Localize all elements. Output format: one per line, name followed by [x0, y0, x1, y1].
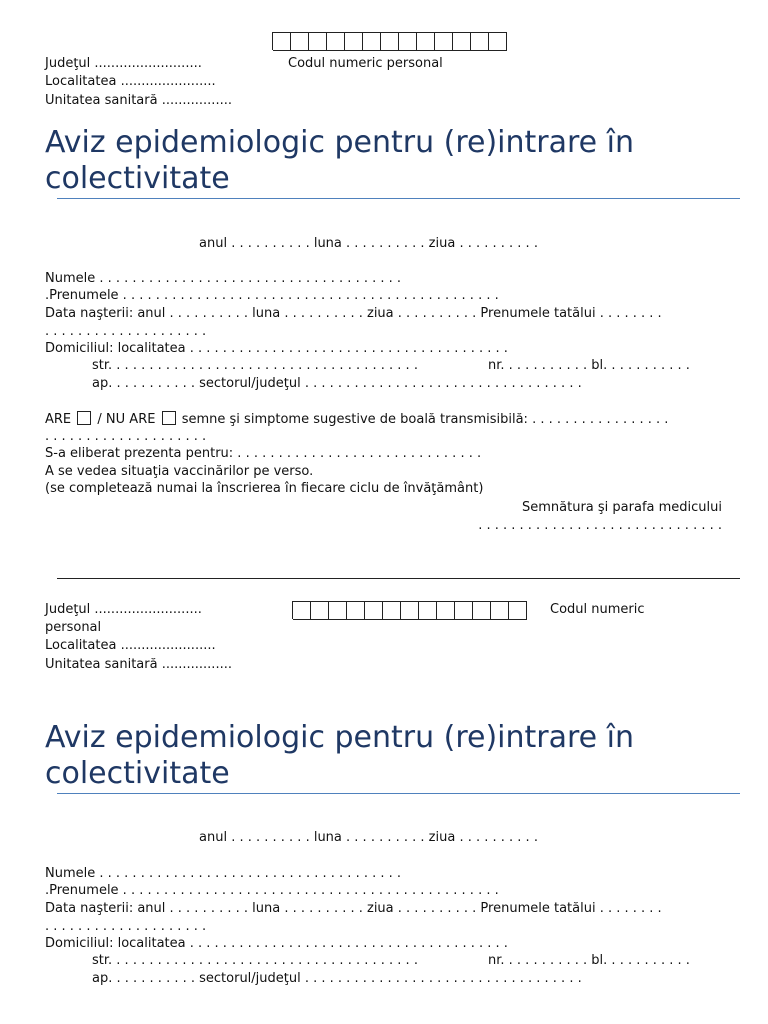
- judetul-field: Judeţul ..........................: [45, 602, 202, 617]
- cnp-boxes[interactable]: [292, 601, 527, 619]
- title-divider: [57, 198, 740, 199]
- cnp-label: Codul numeric personal: [288, 56, 443, 71]
- numele-field: Numele . . . . . . . . . . . . . . . . . . . . . . . . . . . . . . . . . . . . .: [45, 866, 402, 881]
- prenumele-field: .Prenumele . . . . . . . . . . . . . . . . . . . . . . . . . . . . . . . . . . . . . . . . . . . . . .: [45, 288, 499, 303]
- are-checkbox[interactable]: [77, 411, 91, 425]
- data-nasterii-cont: . . . . . . . . . . . . . . . . . . . .: [45, 919, 207, 934]
- judetul-field: Judeţul ..........................: [45, 56, 202, 71]
- title-divider: [57, 793, 740, 794]
- symptoms-cont: . . . . . . . . . . . . . . . . . . . .: [45, 429, 207, 444]
- data-nasterii-cont: . . . . . . . . . . . . . . . . . . . .: [45, 324, 207, 339]
- strada-field: str. . . . . . . . . . . . . . . . . . . . . . . . . . . . . . . . . . . . . .: [92, 953, 418, 968]
- ap-sector-field: ap. . . . . . . . . . . sectorul/judeţul . . . . . . . . . . . . . . . . . . . . . . . . . . . . . . . . . .: [92, 376, 582, 391]
- form-title: Aviz epidemiologic pentru (re)intrare în: [45, 125, 635, 160]
- cnp-label: Codul numeric: [550, 602, 645, 617]
- form-title-cont: colectivitate: [45, 161, 230, 196]
- numele-field: Numele . . . . . . . . . . . . . . . . . . . . . . . . . . . . . . . . . . . . .: [45, 271, 402, 286]
- form-title: Aviz epidemiologic pentru (re)intrare în: [45, 720, 635, 755]
- issue-date-line: anul . . . . . . . . . . luna . . . . . . . . . . ziua . . . . . . . . . .: [199, 830, 538, 845]
- data-nasterii-field: Data naşterii: anul . . . . . . . . . . luna . . . . . . . . . . ziua . . . . . . . . . . Prenumele tatălui . . . . . . . .: [45, 901, 662, 916]
- eliberat-field: S-a eliberat prezenta pentru: . . . . . . . . . . . . . . . . . . . . . . . . . . . . . .: [45, 446, 482, 461]
- nu-are-label: / NU ARE: [97, 412, 156, 427]
- symptoms-line: [45, 411, 668, 427]
- cnp-label-cont: personal: [45, 620, 102, 635]
- nu-are-checkbox[interactable]: [162, 411, 176, 425]
- domiciliul-field: Domiciliul: localitatea . . . . . . . . . . . . . . . . . . . . . . . . . . . . . . . . . . . . . . .: [45, 341, 508, 356]
- data-nasterii-field: Data naşterii: anul . . . . . . . . . . luna . . . . . . . . . . ziua . . . . . . . . . . Prenumele tatălui . . . . . . . .: [45, 306, 662, 321]
- prenumele-field: .Prenumele . . . . . . . . . . . . . . . . . . . . . . . . . . . . . . . . . . . . . . . . . . . . . .: [45, 883, 499, 898]
- semne-label: semne şi simptome sugestive de boală transmisibilă: . . . . . . . . . . . . . . . . .: [181, 412, 669, 427]
- completeaza-note: (se completează numai la înscrierea în fiecare ciclu de învăţământ): [45, 481, 484, 496]
- nr-bl-field: nr. . . . . . . . . . . bl. . . . . . . . . . .: [488, 953, 690, 968]
- ap-sector-field: ap. . . . . . . . . . . sectorul/judeţul . . . . . . . . . . . . . . . . . . . . . . . . . . . . . . . . . .: [92, 971, 582, 986]
- semnatura-label: Semnătura şi parafa medicului: [522, 500, 722, 515]
- strada-field: str. . . . . . . . . . . . . . . . . . . . . . . . . . . . . . . . . . . . . .: [92, 358, 418, 373]
- are-label: ARE: [45, 412, 72, 427]
- localitatea-field: Localitatea .......................: [45, 74, 216, 89]
- issue-date-line: anul . . . . . . . . . . luna . . . . . . . . . . ziua . . . . . . . . . .: [199, 236, 538, 251]
- unitatea-sanitara-field: Unitatea sanitară .................: [45, 657, 232, 672]
- semnatura-dots: . . . . . . . . . . . . . . . . . . . . . . . . . . . . . .: [478, 518, 722, 533]
- form-title-cont: colectivitate: [45, 756, 230, 791]
- unitatea-sanitara-field: Unitatea sanitară .................: [45, 93, 232, 108]
- nr-bl-field: nr. . . . . . . . . . . bl. . . . . . . . . . .: [488, 358, 690, 373]
- domiciliul-field: Domiciliul: localitatea . . . . . . . . . . . . . . . . . . . . . . . . . . . . . . . . . . . . . . .: [45, 936, 508, 951]
- localitatea-field: Localitatea .......................: [45, 638, 216, 653]
- cnp-boxes[interactable]: [272, 32, 507, 50]
- vaccinari-note: A se vedea situaţia vaccinărilor pe verso.: [45, 464, 314, 479]
- form-separator: [57, 578, 740, 579]
